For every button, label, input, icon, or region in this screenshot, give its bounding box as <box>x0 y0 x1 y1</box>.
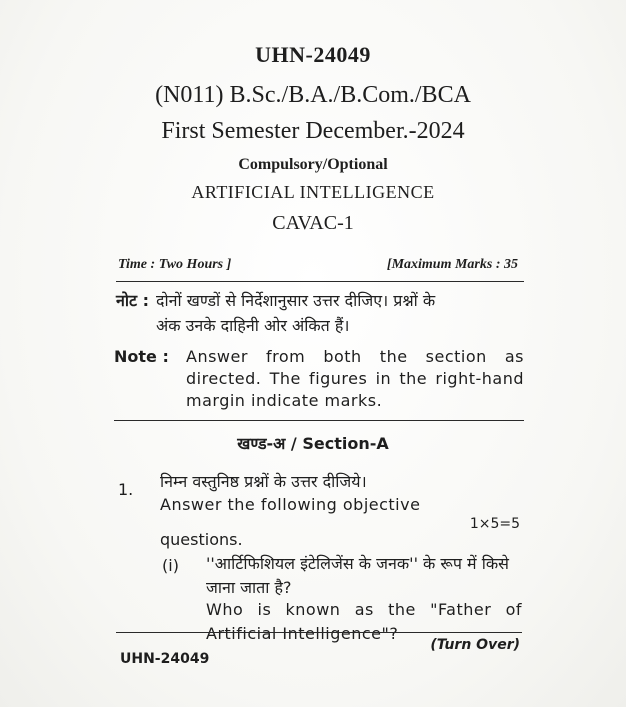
footer-paper-code: UHN-24049 <box>120 651 210 667</box>
max-marks-label: [Maximum Marks : 35 <box>386 257 518 272</box>
subquestion-number: (i) <box>162 556 179 575</box>
question-english-cont: questions. <box>160 530 243 549</box>
hindi-note-label: नोट : <box>116 291 150 310</box>
subquestion-english: Who is known as the "Father of Artificial Intelligence"? <box>206 600 522 643</box>
english-note-text: Answer from both the section as directed. The figures in the right-hand margin indicate marks. <box>186 347 524 410</box>
subject-title: ARTIFICIAL INTELLIGENCE <box>191 182 435 202</box>
question-hindi: निम्न वस्तुनिष्ठ प्रश्नों के उत्तर दीजिये। <box>160 472 367 491</box>
semester-line: First Semester December.-2024 <box>161 118 465 144</box>
hindi-note-line-2: अंक उनके दाहिनी ओर अंकित हैं। <box>156 316 350 335</box>
question-english: Answer the following objective <box>160 495 421 514</box>
english-note <box>114 346 524 412</box>
paper-name: CAVAC-1 <box>272 212 354 234</box>
question-marks: 1×5=5 <box>469 516 520 532</box>
header-divider <box>116 281 524 282</box>
footer-divider <box>116 632 522 633</box>
english-note-label: Note : <box>114 347 169 366</box>
turn-over-label: (Turn Over) <box>430 637 520 653</box>
course-list: (N011) B.Sc./B.A./B.Com./BCA <box>155 82 471 108</box>
time-marks-row <box>118 257 518 273</box>
notes-divider <box>114 420 524 421</box>
subquestion-hindi: ''आर्टिफिशियल इंटेलिजेंस के जनक'' के रूप में किसे जाना जाता है? <box>206 554 509 597</box>
time-label: Time : Two Hours ] <box>118 257 232 272</box>
paper-code: UHN-24049 <box>255 42 371 67</box>
hindi-note-line-1: दोनों खण्डों से निर्देशानुसार उत्तर दीजिए। प्रश्नों के <box>156 291 436 310</box>
section-title: खण्ड-अ / Section-A <box>237 434 389 453</box>
question-number: 1. <box>118 480 134 499</box>
paper-type: Compulsory/Optional <box>238 156 388 173</box>
hindi-note <box>116 288 526 338</box>
